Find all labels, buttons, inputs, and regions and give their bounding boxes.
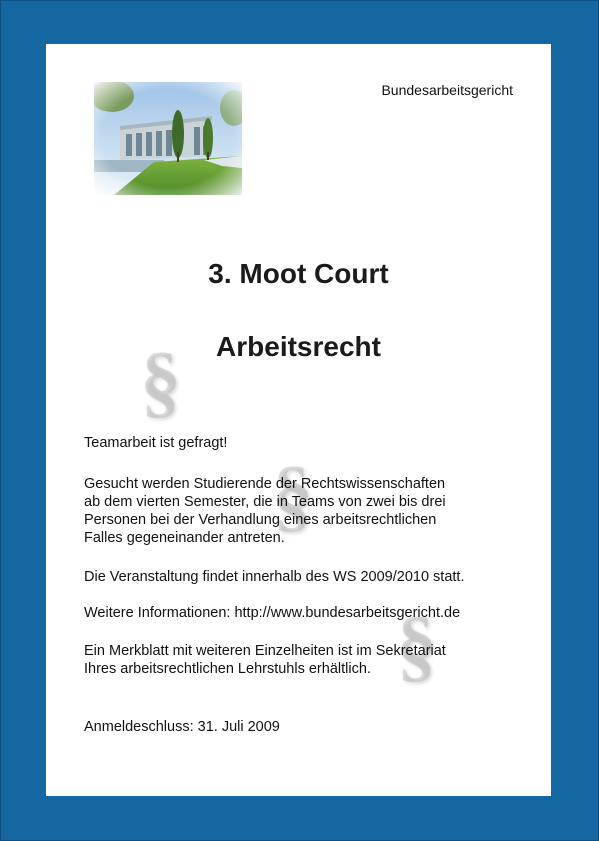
poster-title: 3. Moot Court (208, 258, 389, 289)
paragraph-watermark-icon: § (396, 599, 437, 690)
paragraph-watermark-icon: § (272, 449, 313, 540)
more-info-text: Weitere Informationen: http://www.bundesarbeitsgericht.de (84, 605, 461, 621)
registration-deadline: Anmeldeschluss: 31. Juli 2009 (84, 719, 280, 735)
poster-subtitle: Arbeitsrecht (216, 331, 381, 362)
event-period-text: Die Veranstaltung findet innerhalb des WS 2009/2010 statt. (84, 569, 465, 585)
intro-text: Teamarbeit ist gefragt! (84, 435, 228, 451)
leaflet-paragraph (84, 642, 524, 678)
organization-name: Bundesarbeitsgericht (381, 82, 513, 98)
description-line: Falles gegeneinander antreten. (84, 530, 285, 546)
description-line: Personen bei der Verhandlung eines arbeitsrechtlichen (84, 512, 437, 528)
leaflet-line: Ein Merkblatt mit weiteren Einzelheiten ist im Sekretariat (84, 643, 446, 659)
paragraph-watermark-icon: § (140, 335, 181, 426)
description-paragraph (84, 475, 524, 547)
building-photo (94, 82, 242, 195)
description-line: ab dem vierten Semester, die in Teams von zwei bis drei (84, 494, 446, 510)
poster-sheet (46, 44, 551, 796)
leaflet-line: Ihres arbeitsrechtlichen Lehrstuhls erhältlich. (84, 661, 371, 677)
description-line: Gesucht werden Studierende der Rechtswissenschaften (84, 476, 446, 492)
